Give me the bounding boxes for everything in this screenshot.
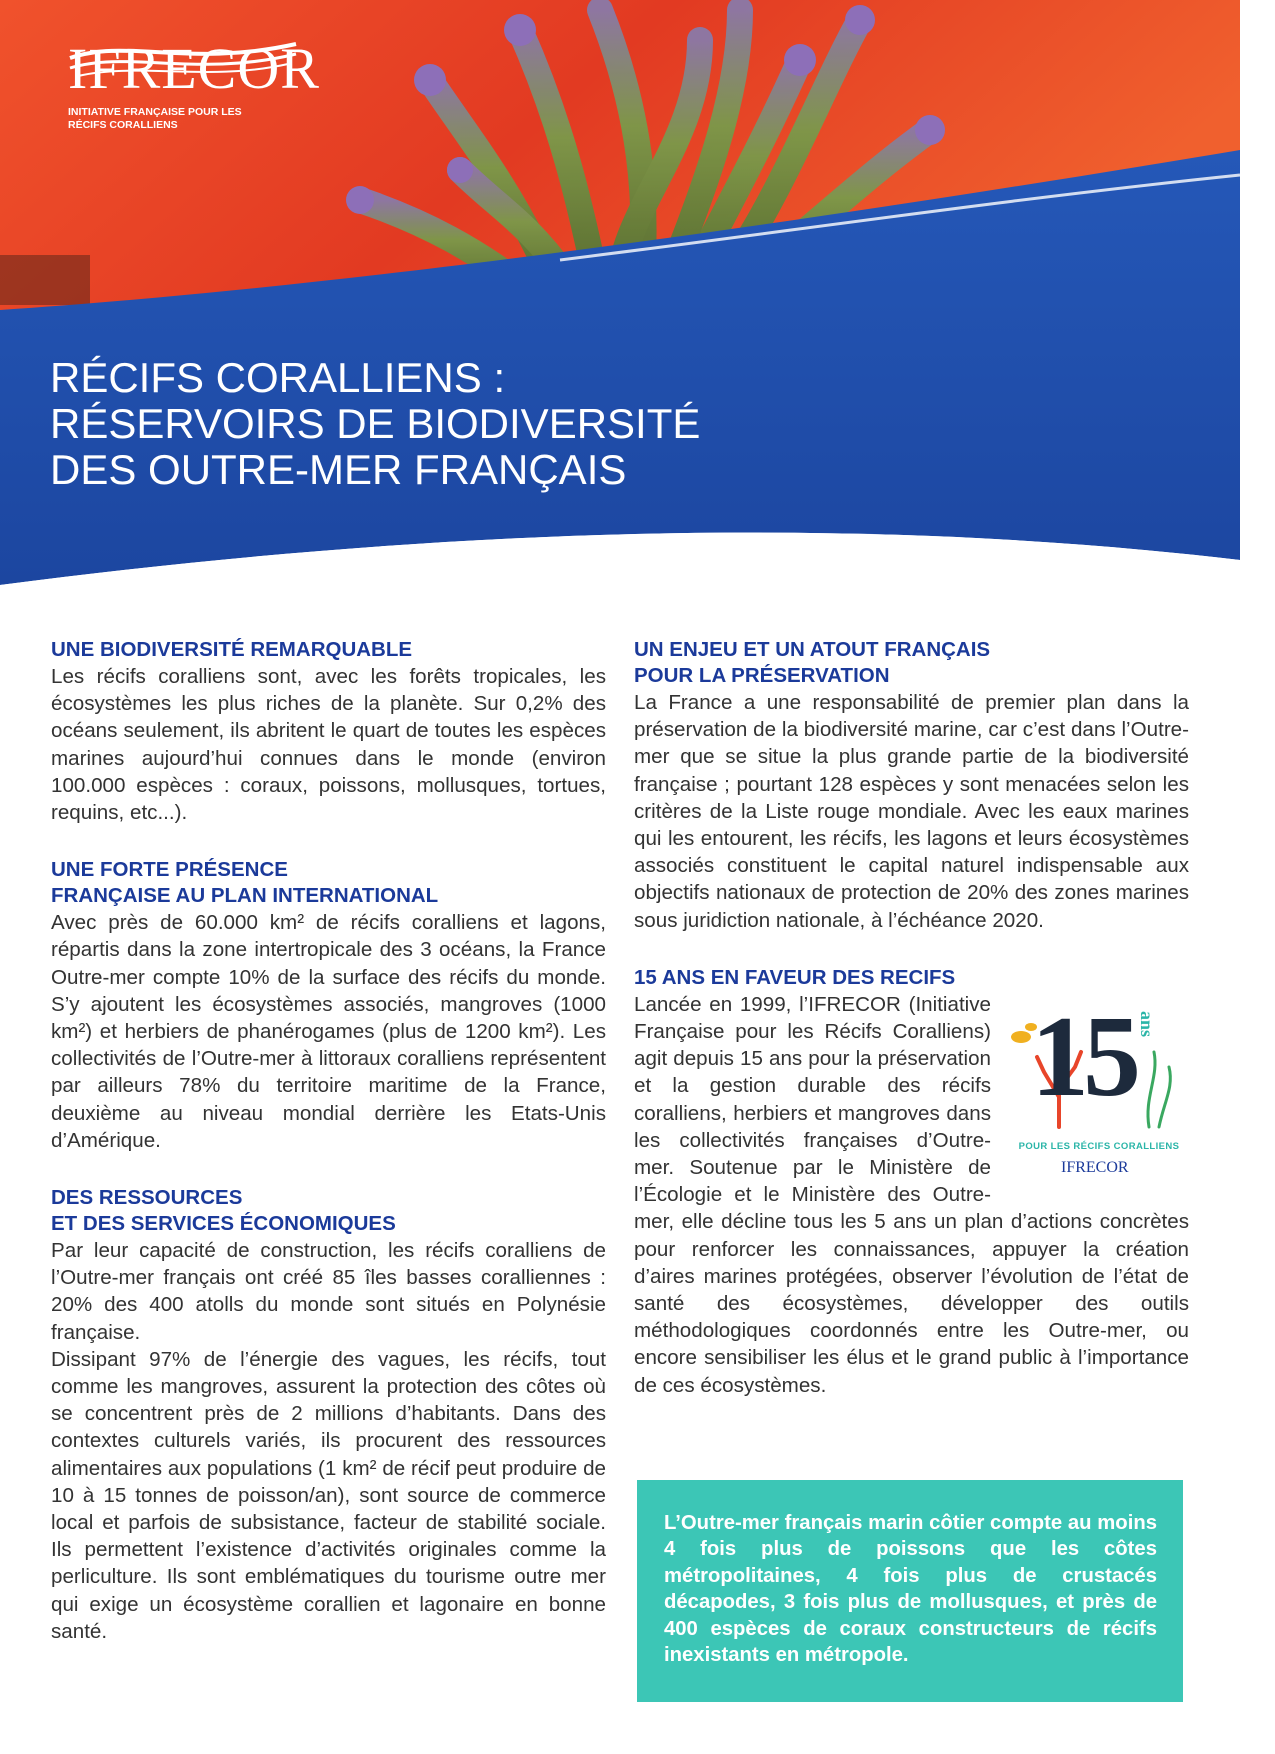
badge-logo: IFRECOR xyxy=(1061,1158,1129,1176)
section-heading: 15 ANS EN FAVEUR DES RECIFS xyxy=(634,965,956,989)
title-line-3: DES OUTRE-MER FRANÇAIS xyxy=(50,446,627,493)
logo-tagline: INITIATIVE FRANÇAISE POUR LES RÉCIFS CORALLIENS xyxy=(68,106,242,131)
section-quinze-ans xyxy=(634,965,1189,1399)
badge-tagline: POUR LES RÉCIFS CORALLIENS xyxy=(1018,1140,1180,1152)
heading-line-2: FRANÇAISE AU PLAN INTERNATIONAL xyxy=(51,884,439,908)
section-body: Les récifs coralliens sont, avec les forêts tropicales, les écosystèmes les plus riches de la planète. Sur 0,2% des océans seulement, ils abritent le quart de toutes les espèces marines aujourd’hui connues dans le monde (environ 100.000 espèces : coraux, poissons, mollusques, tortues, requins, etc...). xyxy=(51,665,606,825)
badge-unit: ans xyxy=(1137,1010,1157,1037)
title-line-2: RÉSERVOIRS DE BIODIVERSITÉ xyxy=(50,400,701,447)
logo-name: IFRECOR xyxy=(68,36,320,101)
section-heading xyxy=(51,1185,606,1237)
section-biodiversite xyxy=(51,637,606,826)
section-body-2: Dissipant 97% de l’énergie des vagues, les récifs, tout comme les mangroves, assurent la protection des côtes où se concentrent près de 2 millions d’habitants. Dans des contextes culturels variés, ils procurent des ressources alimentaires aux populations (1 km² de récif peut produire de 10 à 15 tonnes de poisson/an), sont source de commerce local et parfois de subsistance, facteur de stabilité sociale. Ils permettent l’existence d’activités originales comme la perliculture. Ils sont emblématiques du tourisme outre mer qui exige un écosystème corallien et lagonaire en bonne santé. xyxy=(51,1347,606,1643)
header-banner xyxy=(0,0,1275,600)
section-body-1: Par leur capacité de construction, les récifs coralliens de l’Outre-mer français ont créé 85 îles basses coralliennes : 20% des 400 atolls du monde sont situés en Polynésie française. xyxy=(51,1239,606,1344)
heading-line-2: ET DES SERVICES ÉCONOMIQUES xyxy=(51,1212,396,1236)
right-column xyxy=(634,637,1189,1430)
section-heading xyxy=(51,857,606,909)
ifrecor-logo[interactable] xyxy=(68,38,320,132)
section-ressources xyxy=(51,1185,606,1645)
heading-line-1: DES RESSOURCES xyxy=(51,1186,243,1210)
section-presence xyxy=(51,857,606,1154)
highlight-box xyxy=(637,1480,1183,1702)
section-body: La France a une responsabilité de premier plan dans la préservation de la biodiversité marine, car c’est dans l’Outre-mer que se situe la plus grande partie de la biodiversité française ; pourtant 128 espèces y sont menacées selon les critères de la Liste rouge mondiale. Avec les eaux marines qui les entourent, les récifs, les lagons et leurs écosystèmes associés constituent le capital naturel indispensable aux objectifs nationaux de protection de 20% des zones marines sous juridiction nationale, à l’échéance 2020. xyxy=(634,691,1189,932)
section-body: Avec près de 60.000 km² de récifs coralliens et lagons, répartis dans la zone intertropicale des 3 océans, la France Outre-mer compte 10% de la surface des récifs du monde. S’y ajoutent les écosystèmes associés, mangroves (1000 km²) et herbiers de phanérogames (plus de 1200 km²). Les collectivités de l’Outre-mer à littoraux coralliens représentent par ailleurs 78% du territoire maritime de la France, deuxième au niveau mondial derrière les Etats-Unis d’Amérique. xyxy=(51,911,606,1152)
section-body: Lancée en 1999, l’IFRECOR (Initiative Française pour les Récifs Coralliens) agit depuis 15 ans pour la préservation et la gestion durable des récifs coralliens, herbiers et mangroves dans les collectivités françaises d’Outre-mer. Soutenue par le Ministère de l’Écologie et le Ministère des Outre-mer, elle décline tous les 5 ans un plan d’actions concrètes pour renforcer les connaissances, appuyer la création d’aires marines protégées, observer l’évolution de l’état de santé des écosystèmes, développer des outils méthodologiques coordonnés entre les Outre-mer, ou encore sensibiliser les élus et le grand public à l’importance de ces écosystèmes. xyxy=(634,992,1189,1397)
logo-waves-icon xyxy=(68,38,298,78)
anniversary-badge xyxy=(1009,992,1189,1197)
page-title xyxy=(50,355,700,493)
left-column xyxy=(51,637,606,1676)
section-enjeu xyxy=(634,637,1189,934)
heading-line-1: UN ENJEU ET UN ATOUT FRANÇAIS xyxy=(634,638,991,661)
badge-number: 15 xyxy=(1031,992,1135,1121)
section-heading: UNE BIODIVERSITÉ REMARQUABLE xyxy=(51,638,413,661)
title-line-1: RÉCIFS CORALLIENS : xyxy=(50,354,506,401)
heading-line-2: POUR LA PRÉSERVATION xyxy=(634,664,890,687)
section-heading xyxy=(634,637,1189,689)
heading-line-1: UNE FORTE PRÉSENCE xyxy=(51,858,288,882)
highlight-text: L’Outre-mer français marin côtier compte au moins 4 fois plus de poissons que les côtes métropolitaines, 4 fois plus de crustacés décapodes, 3 fois plus de mollusques, et près de 400 espèces de coraux constructeurs de récifs inexistants en métropole. xyxy=(664,1512,1157,1667)
